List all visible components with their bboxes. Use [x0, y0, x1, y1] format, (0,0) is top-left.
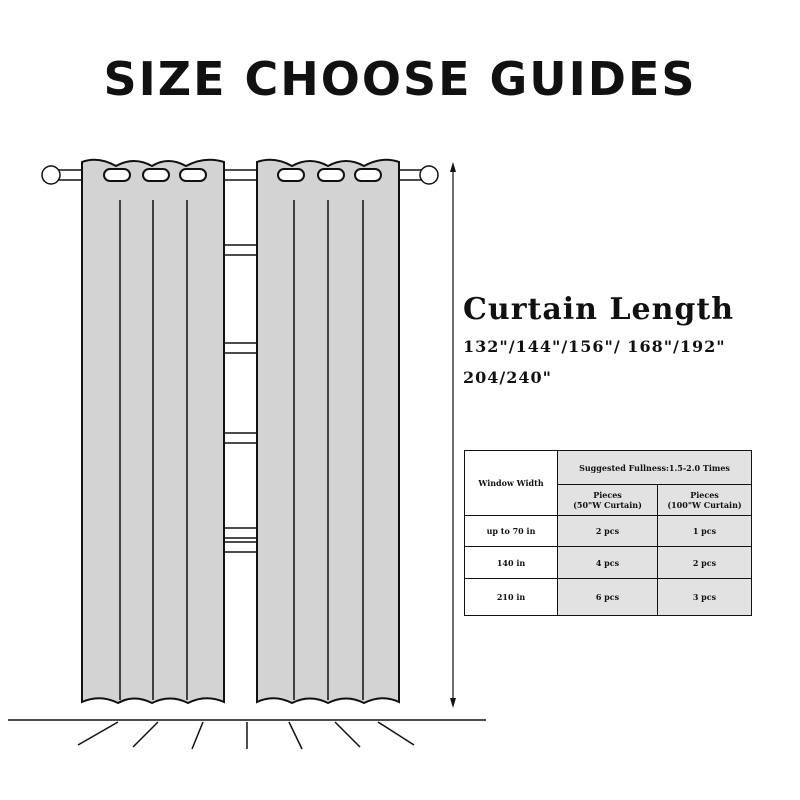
- rod-finial-right: [420, 166, 438, 184]
- grommets-right: [278, 169, 381, 181]
- fullness-table: [464, 450, 752, 616]
- row-pieces-100w: 2 pcs: [658, 547, 752, 579]
- floor: [8, 720, 486, 749]
- table-row: [465, 516, 752, 547]
- curtain-length-heading: Curtain Length: [463, 292, 735, 327]
- row-pieces-50w: 2 pcs: [558, 516, 658, 547]
- rod-finial-left: [42, 166, 60, 184]
- row-pieces-50w: 4 pcs: [558, 547, 658, 579]
- row-pieces-50w: 6 pcs: [558, 579, 658, 616]
- curtain-panel-right: [257, 160, 399, 703]
- page-title: SIZE CHOOSE GUIDES: [103, 52, 697, 106]
- header-suggested-fullness: Suggested Fullness:1.5-2.0 Times: [558, 451, 752, 485]
- header-pieces-100w: Pieces (100"W Curtain): [658, 485, 752, 516]
- row-window-width: 210 in: [465, 579, 558, 616]
- curtain-panel-left: [82, 160, 224, 703]
- row-pieces-100w: 1 pcs: [658, 516, 752, 547]
- row-window-width: up to 70 in: [465, 516, 558, 547]
- grommets-left: [104, 169, 206, 181]
- table-row: [465, 547, 752, 579]
- curtain-length-sizes-line2: 204/240": [463, 368, 552, 387]
- row-pieces-100w: 3 pcs: [658, 579, 752, 616]
- header-pieces-50w: Pieces (50"W Curtain): [558, 485, 658, 516]
- header-window-width: Window Width: [465, 451, 558, 516]
- window-frame: [222, 245, 258, 552]
- length-dimension-arrow: [450, 162, 456, 708]
- table-row: [465, 579, 752, 616]
- row-window-width: 140 in: [465, 547, 558, 579]
- curtain-length-sizes-line1: 132"/144"/156"/ 168"/192": [463, 337, 726, 356]
